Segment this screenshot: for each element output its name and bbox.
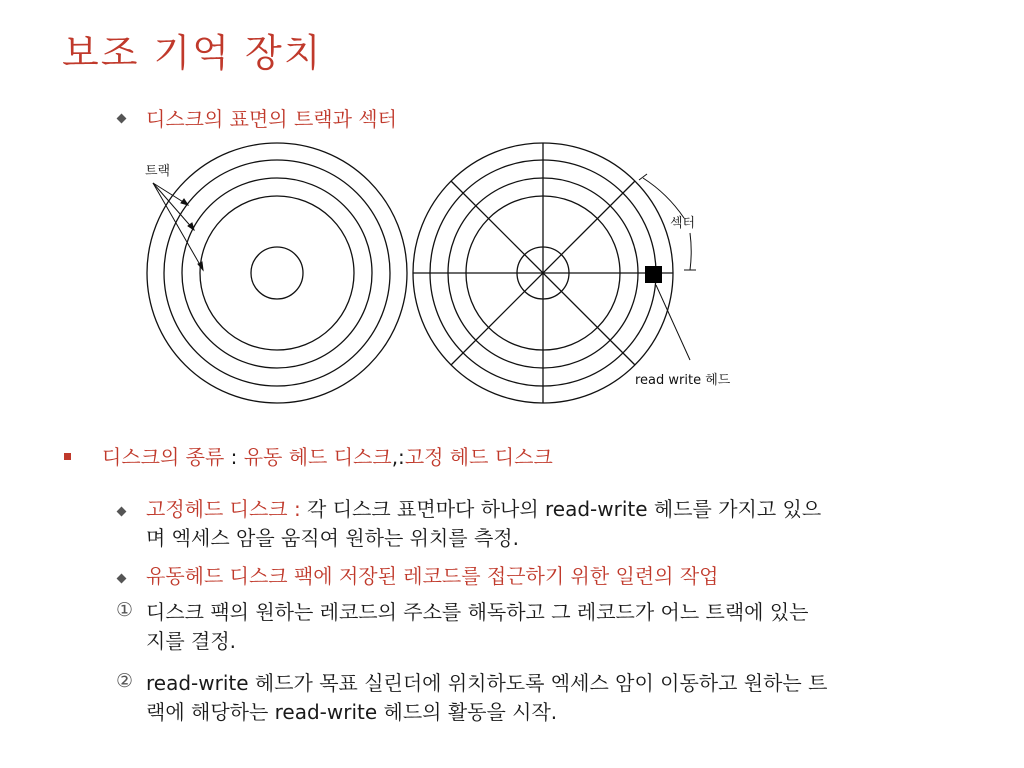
disk-types-sep: : xyxy=(224,445,244,469)
disk-types-label: 디스크의 종류 xyxy=(102,445,225,469)
left-disk-hub xyxy=(251,247,303,299)
step2-marker: ② xyxy=(116,670,134,692)
left-disk-outer xyxy=(147,143,407,403)
disk-types-line xyxy=(102,443,553,471)
right-disk xyxy=(413,143,673,403)
track-label: 트랙 xyxy=(145,164,171,179)
sector-label: 섹터 xyxy=(670,216,696,231)
step2-line1: read-write 헤드가 목표 실린더에 위치하도록 엑세스 암이 이동하고 원하는 트 xyxy=(146,671,828,695)
step2-item xyxy=(146,669,1016,727)
left-disk xyxy=(147,143,407,403)
moving-head-disk-type: 유동 헤드 디스크 xyxy=(243,445,392,469)
left-disk-track-1 xyxy=(164,160,390,386)
head-label: read write 헤드 xyxy=(635,373,731,388)
read-write-head-block xyxy=(645,266,662,283)
fixed-head-disk-type: 고정 헤드 디스크 xyxy=(404,445,553,469)
slide-title: 보조 기억 장치 xyxy=(62,31,323,75)
step2-line2: 랙에 해당하는 read-write 헤드의 활동을 시작. xyxy=(146,700,558,724)
section1-heading: 디스크의 표면의 트랙과 섹터 xyxy=(146,107,397,131)
left-disk-track-3 xyxy=(200,196,354,350)
track-arrows xyxy=(153,183,203,270)
fixed-head-term: 고정헤드 디스크 : xyxy=(146,497,301,521)
fixed-head-item xyxy=(146,495,1016,553)
disk-types-sep2: ,: xyxy=(391,445,405,469)
fixed-head-line1: 각 디스크 표면마다 하나의 read-write 헤드를 가지고 있으 xyxy=(300,497,822,521)
step1-item xyxy=(146,598,1016,656)
step1-marker: ① xyxy=(116,599,134,621)
fixed-head-line2: 며 엑세스 암을 움직여 원하는 위치를 측정. xyxy=(146,526,519,550)
step1-line1: 디스크 팩의 원하는 레코드의 주소를 해독하고 그 레코드가 어느 트랙에 있는 xyxy=(146,600,809,624)
left-disk-track-2 xyxy=(182,178,372,368)
moving-head-item: 유동헤드 디스크 팩에 저장된 레코드를 접근하기 위한 일련의 작업 xyxy=(146,564,719,588)
step1-line2: 지를 결정. xyxy=(146,629,236,653)
square-bullet-icon xyxy=(64,453,71,460)
